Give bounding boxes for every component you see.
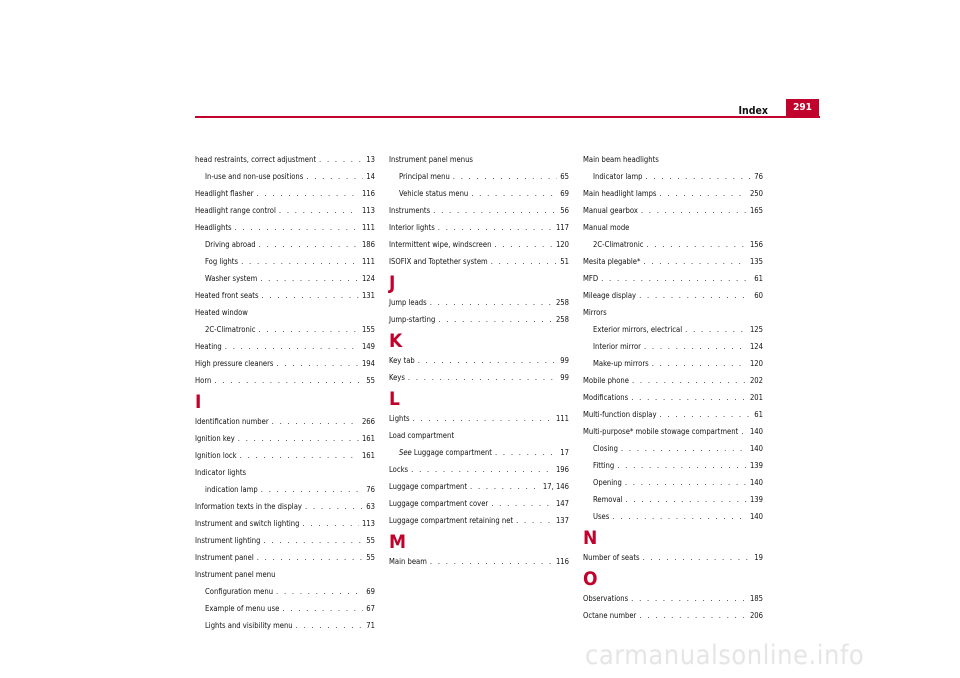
leader-dots xyxy=(282,600,363,617)
leader-dots xyxy=(438,311,553,328)
index-subentry xyxy=(195,168,375,185)
entry-label: Keys xyxy=(389,373,405,382)
entry-label: Indicator lamp xyxy=(593,172,643,181)
leader-dots xyxy=(643,549,752,566)
index-entry xyxy=(195,413,375,430)
index-subentry xyxy=(389,444,569,461)
entry-page: 140 xyxy=(749,427,763,436)
leader-dots xyxy=(272,413,359,430)
leader-dots xyxy=(626,491,747,508)
entry-page: 124 xyxy=(361,274,375,283)
leader-dots xyxy=(625,474,747,491)
leader-dots xyxy=(241,253,359,270)
index-entry xyxy=(389,461,569,478)
entry-page: 139 xyxy=(749,461,763,470)
entry-label: Instrument panel xyxy=(195,553,254,562)
entry-page: 140 xyxy=(749,444,763,453)
index-heading xyxy=(389,151,569,168)
entry-label: In-use and non-use positions xyxy=(205,172,304,181)
index-entry xyxy=(195,151,375,168)
entry-page: 113 xyxy=(361,206,375,215)
entry-label: Configuration menu xyxy=(205,587,274,596)
entry-label: Modifications xyxy=(583,393,629,402)
entry-page: 149 xyxy=(361,342,375,351)
entry-page: 266 xyxy=(361,417,375,426)
leader-dots xyxy=(639,287,751,304)
entry-label: Main beam xyxy=(389,557,427,566)
entry-page: 63 xyxy=(366,502,375,511)
leader-dots xyxy=(644,338,747,355)
entry-page: 194 xyxy=(361,359,375,368)
leader-dots xyxy=(645,168,751,185)
leader-dots xyxy=(646,236,746,253)
entry-page: 61 xyxy=(754,274,763,283)
entry-label: Heated front seats xyxy=(195,291,259,300)
leader-dots xyxy=(306,168,363,185)
entry-page: 116 xyxy=(555,557,569,566)
leader-dots xyxy=(262,287,359,304)
entry-label: Jump-starting xyxy=(389,315,436,324)
entry-page: 258 xyxy=(555,298,569,307)
section-letter: N xyxy=(583,527,598,549)
section-letter: O xyxy=(583,568,598,590)
index-entry xyxy=(583,270,763,287)
index-entry xyxy=(195,338,375,355)
index-heading xyxy=(389,427,569,444)
index-subentry xyxy=(195,270,375,287)
entry-label: Main beam headlights xyxy=(583,155,659,164)
entry-label: Mesita plegable* xyxy=(583,257,641,266)
index-heading xyxy=(195,304,375,321)
entry-label: Octane number xyxy=(583,611,637,620)
leader-dots xyxy=(259,236,359,253)
entry-label: Heated window xyxy=(195,308,248,317)
entry-page: 165 xyxy=(749,206,763,215)
leader-dots xyxy=(652,355,747,372)
entry-page: 124 xyxy=(749,342,763,351)
index-entry xyxy=(583,253,763,270)
entry-label: Interior mirror xyxy=(593,342,641,351)
leader-dots xyxy=(660,185,747,202)
watermark: carmanualsonline.info xyxy=(585,640,865,671)
entry-label: Identification number xyxy=(195,417,269,426)
leader-dots xyxy=(470,478,540,495)
index-entry xyxy=(583,287,763,304)
index-subentry xyxy=(195,481,375,498)
entry-label: Observations xyxy=(583,594,629,603)
index-subentry xyxy=(583,321,763,338)
entry-label: 2C-Climatronic xyxy=(205,325,256,334)
leader-dots xyxy=(258,321,358,338)
index-entry xyxy=(195,287,375,304)
entry-label: Fitting xyxy=(593,461,615,470)
index-heading xyxy=(195,566,375,583)
entry-page: 65 xyxy=(560,172,569,181)
entry-label: Information texts in the display xyxy=(195,502,302,511)
entry-page: 55 xyxy=(366,536,375,545)
entry-page: 111 xyxy=(361,257,375,266)
entry-label: Opening xyxy=(593,478,622,487)
entry-label: Instrument and switch lighting xyxy=(195,519,300,528)
leader-dots xyxy=(260,270,359,287)
index-heading xyxy=(195,464,375,481)
entry-page: 155 xyxy=(361,325,375,334)
entry-page: 61 xyxy=(754,410,763,419)
entry-page: 206 xyxy=(749,611,763,620)
entry-page: 69 xyxy=(560,189,569,198)
index-entry xyxy=(583,607,763,624)
index-entry xyxy=(195,430,375,447)
section-letter: M xyxy=(389,531,407,553)
entry-label: Make-up mirrors xyxy=(593,359,649,368)
index-entry xyxy=(389,369,569,386)
index-entry xyxy=(389,478,569,495)
entry-label: Headlight range control xyxy=(195,206,276,215)
entry-label: Horn xyxy=(195,376,212,385)
index-subentry xyxy=(583,457,763,474)
leader-dots xyxy=(408,369,557,386)
entry-label: Principal menu xyxy=(399,172,450,181)
index-entry xyxy=(195,372,375,389)
leader-dots xyxy=(495,444,557,461)
section-letter: J xyxy=(389,272,396,294)
entry-label: Luggage compartment cover xyxy=(389,499,489,508)
entry-label: Closing xyxy=(593,444,618,453)
leader-dots xyxy=(276,583,363,600)
entry-page: 140 xyxy=(749,512,763,521)
leader-dots xyxy=(296,617,364,634)
entry-label: Headlight flasher xyxy=(195,189,254,198)
leader-dots xyxy=(305,498,363,515)
leader-dots xyxy=(632,372,747,389)
entry-page: 76 xyxy=(366,485,375,494)
section-letter: I xyxy=(195,391,202,413)
entry-page: 55 xyxy=(366,553,375,562)
index-entry xyxy=(389,410,569,427)
entry-label: Headlights xyxy=(195,223,232,232)
entry-page: 120 xyxy=(749,359,763,368)
leader-dots xyxy=(660,406,752,423)
entry-label: Fog lights xyxy=(205,257,239,266)
leader-dots xyxy=(276,355,358,372)
entry-label: Luggage compartment xyxy=(389,482,468,491)
entry-label: MFD xyxy=(583,274,599,283)
index-entry xyxy=(583,549,763,566)
leader-dots xyxy=(319,151,363,168)
index-subentry xyxy=(195,321,375,338)
index-subentry xyxy=(389,168,569,185)
index-subentry xyxy=(195,236,375,253)
entry-page: 17 xyxy=(560,448,569,457)
leader-dots xyxy=(685,321,747,338)
entry-page: 117 xyxy=(555,223,569,232)
entry-label: Luggage compartment retaining net xyxy=(389,516,514,525)
leader-dots xyxy=(617,457,747,474)
leader-dots xyxy=(257,549,364,566)
leader-dots xyxy=(257,185,359,202)
entry-page: 111 xyxy=(361,223,375,232)
index-subentry xyxy=(195,253,375,270)
entry-label: Number of seats xyxy=(583,553,640,562)
index-subentry xyxy=(195,583,375,600)
entry-page: 14 xyxy=(366,172,375,181)
entry-label: Ignition lock xyxy=(195,451,237,460)
entry-label: Locks xyxy=(389,465,409,474)
leader-dots xyxy=(641,202,747,219)
index-subentry xyxy=(583,338,763,355)
index-subentry xyxy=(195,600,375,617)
index-subentry xyxy=(583,440,763,457)
entry-label: Instrument lighting xyxy=(195,536,261,545)
index-subentry xyxy=(583,491,763,508)
index-subentry xyxy=(389,185,569,202)
leader-dots xyxy=(438,219,553,236)
entry-label: Heating xyxy=(195,342,222,351)
index-heading xyxy=(583,219,763,236)
index-entry xyxy=(389,352,569,369)
leader-dots xyxy=(240,447,359,464)
entry-label: Instrument panel menus xyxy=(389,155,473,164)
index-entry xyxy=(195,185,375,202)
entry-page: 131 xyxy=(361,291,375,300)
leader-dots xyxy=(643,253,747,270)
entry-label: ISOFIX and Toptether system xyxy=(389,257,488,266)
index-entry xyxy=(389,253,569,270)
entry-label: Interior lights xyxy=(389,223,435,232)
entry-page: 13 xyxy=(366,155,375,164)
entry-page: 71 xyxy=(366,621,375,630)
index-subentry xyxy=(583,355,763,372)
entry-page: 137 xyxy=(555,516,569,525)
index-entry xyxy=(389,311,569,328)
leader-dots xyxy=(494,236,553,253)
entry-label: Instrument panel menu xyxy=(195,570,276,579)
index-entry xyxy=(195,202,375,219)
page-number-badge: 291 xyxy=(786,99,819,117)
index-entry xyxy=(389,294,569,311)
entry-page: 186 xyxy=(361,240,375,249)
leader-dots xyxy=(261,481,364,498)
entry-label: Exterior mirrors, electrical xyxy=(593,325,683,334)
leader-dots xyxy=(225,338,359,355)
section-letter: K xyxy=(389,330,403,352)
entry-page: 147 xyxy=(555,499,569,508)
entry-label: Mobile phone xyxy=(583,376,629,385)
entry-page: 55 xyxy=(366,376,375,385)
entry-label: Multi-function display xyxy=(583,410,657,419)
entry-label: Instruments xyxy=(389,206,431,215)
leader-dots xyxy=(433,202,557,219)
entry-label: Ignition key xyxy=(195,434,235,443)
leader-dots xyxy=(612,508,747,525)
index-entry xyxy=(389,219,569,236)
index-heading xyxy=(583,151,763,168)
entry-label: Lights and visibility menu xyxy=(205,621,293,630)
index-subentry xyxy=(583,236,763,253)
entry-page: 60 xyxy=(754,291,763,300)
leader-dots xyxy=(491,495,553,512)
entry-label: 2C-Climatronic xyxy=(593,240,644,249)
entry-page: 202 xyxy=(749,376,763,385)
entry-label: Indicator lights xyxy=(195,468,247,477)
index-heading xyxy=(583,304,763,321)
leader-dots xyxy=(639,607,747,624)
leader-dots xyxy=(418,352,558,369)
entry-label: head restraints, correct adjustment xyxy=(195,155,317,164)
leader-dots xyxy=(411,461,553,478)
index-entry xyxy=(389,202,569,219)
entry-page: 139 xyxy=(749,495,763,504)
entry-page: 69 xyxy=(366,587,375,596)
index-entry xyxy=(389,512,569,529)
entry-page: 51 xyxy=(560,257,569,266)
index-entry xyxy=(195,447,375,464)
index-subentry xyxy=(583,474,763,491)
entry-page: 135 xyxy=(749,257,763,266)
index-column-3 xyxy=(583,151,763,624)
leader-dots xyxy=(430,553,553,570)
entry-label: indication lamp xyxy=(205,485,258,494)
entry-page: 196 xyxy=(555,465,569,474)
index-entry xyxy=(195,549,375,566)
index-column-1 xyxy=(195,151,375,634)
leader-dots xyxy=(601,270,751,287)
entry-page: 156 xyxy=(749,240,763,249)
entry-label: Washer system xyxy=(205,274,258,283)
see-target: Luggage compartment xyxy=(411,448,492,457)
leader-dots xyxy=(491,253,558,270)
leader-dots xyxy=(631,389,747,406)
index-entry xyxy=(583,202,763,219)
section-letter: L xyxy=(389,388,400,410)
leader-dots xyxy=(238,430,359,447)
index-entry xyxy=(583,423,763,440)
leader-dots xyxy=(302,515,358,532)
entry-label: Jump leads xyxy=(389,298,427,307)
entry-page: 67 xyxy=(366,604,375,613)
entry-label: Manual mode xyxy=(583,223,630,232)
leader-dots xyxy=(413,410,553,427)
entry-page: 161 xyxy=(361,451,375,460)
entry-label xyxy=(399,444,492,461)
entry-label: Lights xyxy=(389,414,410,423)
leader-dots xyxy=(471,185,557,202)
index-entry xyxy=(195,219,375,236)
index-entry xyxy=(583,590,763,607)
leader-dots xyxy=(621,440,747,457)
index-entry xyxy=(389,236,569,253)
entry-label: Mileage display xyxy=(583,291,637,300)
entry-page: 17, 146 xyxy=(542,482,569,491)
page-title: Index xyxy=(738,105,768,117)
entry-label: Main headlight lamps xyxy=(583,189,657,198)
entry-page: 56 xyxy=(560,206,569,215)
entry-page: 161 xyxy=(361,434,375,443)
entry-page: 185 xyxy=(749,594,763,603)
index-entry xyxy=(583,406,763,423)
leader-dots xyxy=(263,532,363,549)
entry-label: Load compartment xyxy=(389,431,455,440)
entry-page: 99 xyxy=(560,373,569,382)
index-entry xyxy=(195,515,375,532)
entry-page: 99 xyxy=(560,356,569,365)
entry-label: Manual gearbox xyxy=(583,206,638,215)
leader-dots xyxy=(516,512,553,529)
entry-label: Multi-purpose* mobile stowage compartment xyxy=(583,427,739,436)
entry-label: Example of menu use xyxy=(205,604,280,613)
entry-label: High pressure cleaners xyxy=(195,359,274,368)
index-subentry xyxy=(195,617,375,634)
entry-label: Vehicle status menu xyxy=(399,189,469,198)
index-entry xyxy=(195,355,375,372)
entry-label: Mirrors xyxy=(583,308,607,317)
entry-label: Intermittent wipe, windscreen xyxy=(389,240,492,249)
index-entry xyxy=(195,532,375,549)
leader-dots xyxy=(214,372,363,389)
leader-dots xyxy=(741,423,747,440)
index-subentry xyxy=(583,508,763,525)
index-entry xyxy=(195,498,375,515)
entry-label: Removal xyxy=(593,495,623,504)
entry-page: 258 xyxy=(555,315,569,324)
entry-page: 116 xyxy=(361,189,375,198)
entry-page: 125 xyxy=(749,325,763,334)
index-entry xyxy=(389,553,569,570)
entry-label: Uses xyxy=(593,512,610,521)
see-reference: See xyxy=(399,448,412,457)
index-column-2 xyxy=(389,151,569,570)
entry-page: 111 xyxy=(555,414,569,423)
entry-page: 201 xyxy=(749,393,763,402)
entry-page: 250 xyxy=(749,189,763,198)
entry-page: 113 xyxy=(361,519,375,528)
entry-page: 19 xyxy=(754,553,763,562)
leader-dots xyxy=(235,219,359,236)
leader-dots xyxy=(453,168,558,185)
index-entry xyxy=(583,389,763,406)
entry-page: 76 xyxy=(754,172,763,181)
index-entry xyxy=(583,185,763,202)
entry-page: 120 xyxy=(555,240,569,249)
entry-label: Driving abroad xyxy=(205,240,256,249)
leader-dots xyxy=(279,202,359,219)
entry-label: Key tab xyxy=(389,356,415,365)
index-entry xyxy=(583,372,763,389)
entry-page: 140 xyxy=(749,478,763,487)
index-subentry xyxy=(583,168,763,185)
leader-dots xyxy=(430,294,553,311)
index-entry xyxy=(389,495,569,512)
leader-dots xyxy=(631,590,747,607)
